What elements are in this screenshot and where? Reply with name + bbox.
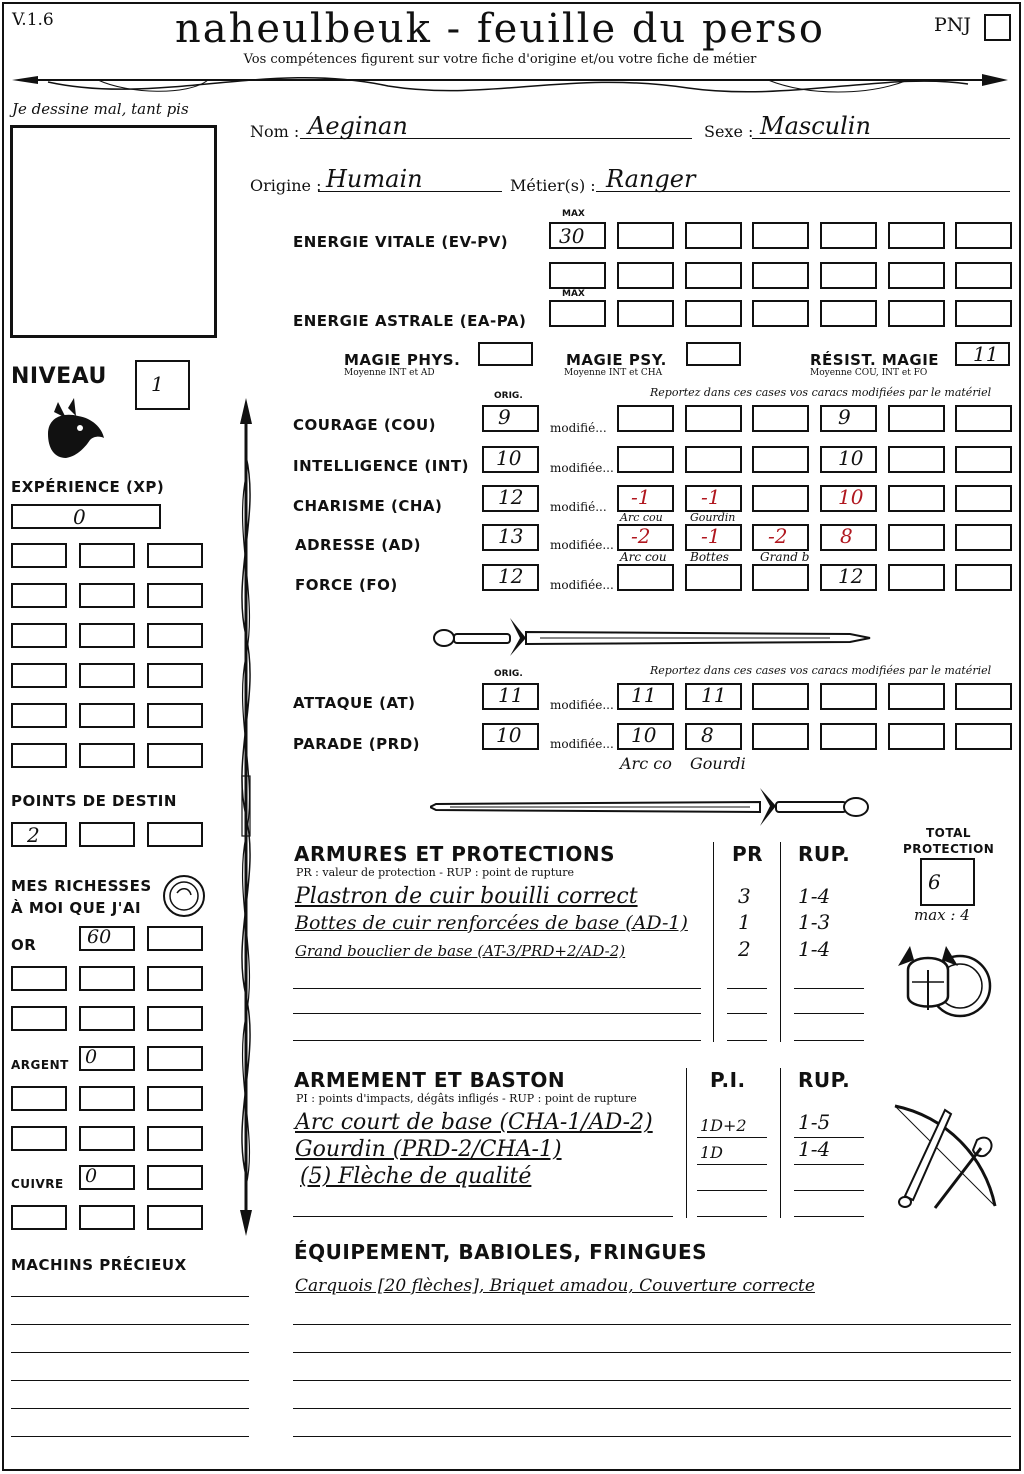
force-extra-1[interactable]: [888, 564, 945, 591]
or-box-4[interactable]: [79, 966, 135, 991]
armor-rup-header: RUP.: [798, 842, 851, 866]
charisme-mod-3[interactable]: [752, 485, 809, 512]
ev-box-3[interactable]: [685, 222, 742, 249]
charisme-label: CHARISME (CHA): [293, 497, 443, 515]
cuivre-box-4[interactable]: [79, 1205, 135, 1230]
ea-box-7[interactable]: [955, 300, 1012, 327]
intelligence-label: INTELLIGENCE (INT): [293, 457, 469, 475]
argent-box-6[interactable]: [11, 1126, 67, 1151]
stats-report-note: Reportez dans ces cases vos caracs modifiées par le matériel: [650, 386, 992, 399]
adresse-orig-value: 13: [498, 524, 524, 548]
ev-box-9[interactable]: [617, 262, 674, 289]
courage-label: COURAGE (COU): [293, 416, 437, 434]
force-mod-label: modifiée...: [550, 578, 614, 592]
intelligence-mod-label: modifiée...: [550, 461, 614, 475]
armor-line-4-pr: [727, 988, 767, 989]
attaque-label: ATTAQUE (AT): [293, 694, 416, 712]
argent-box-7[interactable]: [79, 1126, 135, 1151]
xp-grid-14[interactable]: [79, 703, 135, 728]
xp-box[interactable]: [11, 504, 161, 529]
adresse-label: ADRESSE (AD): [295, 536, 422, 554]
xp-value: 0: [73, 505, 86, 529]
or-label: OR: [11, 936, 37, 954]
weapon-item-1-name[interactable]: Arc court de base (CHA-1/AD-2): [295, 1110, 653, 1135]
courage-mod-3[interactable]: [752, 405, 809, 432]
portrait-frame[interactable]: [10, 125, 217, 338]
or-box-7[interactable]: [79, 1006, 135, 1031]
sexe-line: [752, 138, 1010, 139]
cuivre-box-2[interactable]: [147, 1165, 203, 1190]
weapons-col-sep-1: [686, 1068, 687, 1218]
force-mod-1[interactable]: [617, 564, 674, 591]
destin-value: 2: [27, 823, 40, 847]
armor-item-1-name[interactable]: Plastron de cuir bouilli correct: [295, 884, 638, 909]
xp-grid-6[interactable]: [147, 583, 203, 608]
parade-mod-1-value: 10: [631, 723, 657, 747]
argent-label: ARGENT: [11, 1058, 69, 1072]
magie-phys-label: MAGIE PHYS.: [344, 351, 461, 369]
attaque-mod-2[interactable]: [685, 683, 742, 710]
or-box-3[interactable]: [11, 966, 67, 991]
force-extra-2[interactable]: [955, 564, 1012, 591]
nom-line: [300, 138, 692, 139]
intelligence-extra-1[interactable]: [888, 446, 945, 473]
force-final-value: 12: [838, 564, 864, 588]
niveau-value: 1: [151, 372, 164, 396]
ea-box-1[interactable]: [549, 300, 606, 327]
xp-grid-17[interactable]: [79, 743, 135, 768]
sexe-label: Sexe :: [704, 122, 754, 141]
combat-note-1: Arc co: [620, 754, 672, 773]
xp-grid-10[interactable]: [11, 663, 67, 688]
adresse-mod-2[interactable]: [685, 524, 742, 551]
armor-line-4: [293, 988, 701, 989]
weapons-pi-header: P.I.: [710, 1068, 746, 1092]
adresse-mod-3[interactable]: [752, 524, 809, 551]
ev-box-8[interactable]: [549, 262, 606, 289]
attaque-mod-6[interactable]: [955, 683, 1012, 710]
attaque-orig-value: 11: [498, 683, 524, 707]
parade-mod-2-value: 8: [701, 723, 714, 747]
machins-line-5: [11, 1408, 249, 1409]
adresse-extra-1[interactable]: [888, 524, 945, 551]
charisme-orig-box[interactable]: [482, 485, 539, 512]
ev-box-5[interactable]: [820, 222, 877, 249]
xp-grid-3[interactable]: [147, 543, 203, 568]
attaque-mod-5[interactable]: [888, 683, 945, 710]
xp-grid-2[interactable]: [79, 543, 135, 568]
weapon-line-3-rup: [794, 1190, 864, 1191]
intelligence-orig-value: 10: [496, 446, 522, 470]
weapon-line-2-pi: [697, 1164, 767, 1165]
machins-line-2: [11, 1324, 249, 1325]
ev-box-13[interactable]: [888, 262, 945, 289]
xp-grid-8[interactable]: [79, 623, 135, 648]
armor-line-6-pr: [727, 1040, 767, 1041]
equipment-line-5: [293, 1408, 1011, 1409]
ea-label: ENERGIE ASTRALE (EA-PA): [293, 312, 527, 330]
ea-box-4[interactable]: [752, 300, 809, 327]
ea-box-2[interactable]: [617, 300, 674, 327]
equipment-line-2: [293, 1324, 1011, 1325]
intelligence-mod-1[interactable]: [617, 446, 674, 473]
xp-grid-16[interactable]: [11, 743, 67, 768]
parade-orig-value: 10: [496, 723, 522, 747]
weapon-line-2-rup: [794, 1164, 864, 1165]
attaque-mod-label: modifiée...: [550, 698, 614, 712]
sheet-subtitle: Vos compétences figurent sur votre fiche d'origine et/ou votre fiche de métier: [243, 52, 757, 67]
ev-box-12[interactable]: [820, 262, 877, 289]
argent-box-5[interactable]: [147, 1086, 203, 1111]
or-box-5[interactable]: [147, 966, 203, 991]
equipment-title: ÉQUIPEMENT, BABIOLES, FRINGUES: [294, 1240, 708, 1264]
armor-legend: PR : valeur de protection - RUP : point de rupture: [296, 866, 574, 879]
vertical-spear-illustration: [226, 396, 266, 1238]
xp-grid-15[interactable]: [147, 703, 203, 728]
niveau-box[interactable]: [135, 360, 190, 410]
resist-magie-box[interactable]: [955, 342, 1010, 366]
ev-box-14[interactable]: [955, 262, 1012, 289]
charisme-mod-label: modifié...: [550, 500, 607, 514]
courage-extra-2[interactable]: [955, 405, 1012, 432]
courage-extra-1[interactable]: [888, 405, 945, 432]
xp-grid-12[interactable]: [147, 663, 203, 688]
cuivre-value: 0: [85, 1165, 98, 1187]
adresse-mod-1[interactable]: [617, 524, 674, 551]
machins-line-6: [11, 1436, 249, 1437]
weapons-legend: PI : points d'impacts, dégâts infligés - RUP : point de rupture: [296, 1092, 637, 1105]
weapon-line-4-rup: [794, 1216, 864, 1217]
total-protection-label-1: TOTAL: [926, 826, 972, 840]
total-protection-label-2: PROTECTION: [903, 842, 995, 856]
ea-box-6[interactable]: [888, 300, 945, 327]
argent-box-4[interactable]: [79, 1086, 135, 1111]
weapon-line-3-pi: [697, 1190, 767, 1191]
armor-line-6-rup: [794, 1040, 864, 1041]
adresse-orig-box[interactable]: [482, 524, 539, 551]
intelligence-orig-box[interactable]: [482, 446, 539, 473]
courage-mod-1[interactable]: [617, 405, 674, 432]
courage-final-box[interactable]: [820, 405, 877, 432]
cuivre-label: CUIVRE: [11, 1177, 64, 1191]
charisme-final-box[interactable]: [820, 485, 877, 512]
magie-phys-sub: Moyenne INT et AD: [344, 368, 435, 378]
attaque-mod-2-value: 11: [701, 683, 727, 707]
ea-max-label: MAX: [562, 289, 585, 299]
ev-box-7[interactable]: [955, 222, 1012, 249]
pnj-label: PNJ: [934, 14, 972, 36]
force-mod-3[interactable]: [752, 564, 809, 591]
armor-line-4-rup: [794, 988, 864, 989]
niveau-label: NIVEAU: [11, 364, 107, 389]
argent-box-2[interactable]: [147, 1046, 203, 1071]
resist-magie-sub: Moyenne COU, INT et FO: [810, 368, 928, 378]
destin-box-2[interactable]: [79, 822, 135, 847]
destin-label: POINTS DE DESTIN: [11, 792, 177, 810]
pnj-checkbox[interactable]: [984, 14, 1011, 41]
weapon-item-3-name[interactable]: (5) Flèche de qualité: [300, 1164, 532, 1189]
force-label: FORCE (FO): [295, 576, 398, 594]
xp-grid-11[interactable]: [79, 663, 135, 688]
armor-col-sep-2: [780, 842, 781, 1042]
dragon-head-icon: [40, 394, 110, 464]
parade-mod-3[interactable]: [752, 723, 809, 750]
weapon-item-2-name[interactable]: Gourdin (PRD-2/CHA-1): [295, 1137, 562, 1162]
weapon-item-1-pi[interactable]: 1D+2: [700, 1116, 747, 1135]
ev-box-1[interactable]: [549, 222, 606, 249]
parade-mod-2[interactable]: [685, 723, 742, 750]
armor-item-3-pr[interactable]: 2: [738, 937, 751, 961]
parade-mod-1[interactable]: [617, 723, 674, 750]
courage-mod-label: modifié...: [550, 421, 607, 435]
armor-item-1-pr[interactable]: 3: [738, 884, 751, 908]
adresse-mod-3-value: -2: [768, 524, 788, 548]
attaque-mod-1[interactable]: [617, 683, 674, 710]
machins-line-3: [11, 1352, 249, 1353]
resist-magie-value: 11: [973, 342, 999, 366]
armor-item-3-rup[interactable]: 1-4: [798, 937, 831, 961]
xp-grid-5[interactable]: [79, 583, 135, 608]
origine-value[interactable]: Humain: [326, 165, 423, 193]
charisme-note-1: Arc cou: [620, 511, 663, 524]
equipment-line-6: [293, 1436, 1011, 1437]
ev-box-2[interactable]: [617, 222, 674, 249]
courage-orig-value: 9: [498, 405, 511, 429]
sexe-value[interactable]: Masculin: [760, 112, 871, 140]
cuivre-box-1[interactable]: [79, 1165, 135, 1190]
xp-grid-4[interactable]: [11, 583, 67, 608]
sword-divider-1: [430, 610, 880, 660]
attaque-mod-1-value: 11: [631, 683, 657, 707]
armor-line-5-rup: [794, 1013, 864, 1014]
ev-label: ENERGIE VITALE (EV-PV): [293, 233, 509, 251]
argent-value: 0: [85, 1046, 98, 1068]
nom-label: Nom :: [250, 122, 300, 141]
ev-box-10[interactable]: [685, 262, 742, 289]
parade-mod-5[interactable]: [888, 723, 945, 750]
cuivre-box-3[interactable]: [11, 1205, 67, 1230]
xp-grid-9[interactable]: [147, 623, 203, 648]
coin-icon: [161, 873, 207, 919]
charisme-mod-2-value: -1: [701, 485, 721, 509]
origine-line: [318, 191, 502, 192]
or-box-6[interactable]: [11, 1006, 67, 1031]
combat-orig-label: ORIG.: [494, 669, 523, 679]
weapons-rup-header: RUP.: [798, 1068, 851, 1092]
xp-grid-13[interactable]: [11, 703, 67, 728]
metier-value[interactable]: Ranger: [606, 165, 696, 193]
parade-label: PARADE (PRD): [293, 735, 421, 753]
magie-phys-box[interactable]: [478, 342, 533, 366]
or-box-2[interactable]: [147, 926, 203, 951]
magie-psy-label: MAGIE PSY.: [566, 351, 667, 369]
weapons-title: ARMEMENT ET BASTON: [294, 1068, 566, 1092]
ea-box-3[interactable]: [685, 300, 742, 327]
charisme-mod-1[interactable]: [617, 485, 674, 512]
ev-box-6[interactable]: [888, 222, 945, 249]
charisme-mod-2[interactable]: [685, 485, 742, 512]
stats-orig-label: ORIG.: [494, 391, 523, 401]
adresse-note-1: Arc cou: [620, 550, 667, 564]
force-final-box[interactable]: [820, 564, 877, 591]
or-value: 60: [87, 926, 112, 948]
xp-label: EXPÉRIENCE (XP): [11, 478, 165, 496]
equipment-line-3: [293, 1352, 1011, 1353]
charisme-mod-1-value: -1: [631, 485, 651, 509]
charisme-extra-2[interactable]: [955, 485, 1012, 512]
adresse-final-box[interactable]: [820, 524, 877, 551]
weapons-col-sep-2: [780, 1068, 781, 1218]
adresse-note-2: Bottes: [690, 550, 729, 564]
cuivre-box-5[interactable]: [147, 1205, 203, 1230]
adresse-note-3: Grand b: [760, 550, 810, 564]
total-protection-box[interactable]: [920, 858, 975, 906]
argent-box-8[interactable]: [147, 1126, 203, 1151]
intelligence-final-value: 10: [838, 446, 864, 470]
force-orig-box[interactable]: [482, 564, 539, 591]
weapon-item-2-pi[interactable]: 1D: [700, 1143, 724, 1162]
armor-item-2-rup[interactable]: 1-3: [798, 910, 831, 934]
combat-note-2: Gourdi: [690, 754, 746, 773]
or-box-8[interactable]: [147, 1006, 203, 1031]
force-orig-value: 12: [498, 564, 524, 588]
adresse-mod-label: modifiée...: [550, 538, 614, 552]
armor-item-2-name[interactable]: Bottes de cuir renforcées de base (AD-1): [295, 912, 688, 934]
courage-mod-2[interactable]: [685, 405, 742, 432]
charisme-note-2: Gourdin: [690, 511, 736, 524]
equipment-line-1-text[interactable]: Carquois [20 flèches], Briquet amadou, Couverture correcte: [295, 1276, 815, 1296]
version-label: V.1.6: [12, 10, 54, 30]
portrait-caption: Je dessine mal, tant pis: [12, 100, 189, 118]
spear-divider-top: [8, 66, 1012, 102]
bow-and-weapons-illustration: [885, 1096, 1005, 1216]
equipment-line-4: [293, 1380, 1011, 1381]
machins-label: MACHINS PRÉCIEUX: [11, 1256, 187, 1274]
metier-line: [596, 191, 1010, 192]
intelligence-mod-2[interactable]: [685, 446, 742, 473]
armor-pr-header: PR: [732, 842, 764, 866]
weapon-line-1-pi: [697, 1137, 767, 1138]
charisme-extra-1[interactable]: [888, 485, 945, 512]
ea-box-5[interactable]: [820, 300, 877, 327]
adresse-extra-2[interactable]: [955, 524, 1012, 551]
intelligence-final-box[interactable]: [820, 446, 877, 473]
argent-box-1[interactable]: [79, 1046, 135, 1071]
destin-box-3[interactable]: [147, 822, 203, 847]
intelligence-extra-2[interactable]: [955, 446, 1012, 473]
armor-item-1-rup[interactable]: 1-4: [798, 884, 831, 908]
magie-psy-sub: Moyenne INT et CHA: [564, 368, 663, 378]
armor-line-5: [293, 1013, 701, 1014]
attaque-orig-box[interactable]: [482, 683, 539, 710]
metier-label: Métier(s) :: [510, 176, 596, 195]
argent-box-3[interactable]: [11, 1086, 67, 1111]
courage-final-value: 9: [838, 405, 851, 429]
or-box-1[interactable]: [79, 926, 135, 951]
weapon-line-4: [293, 1216, 673, 1217]
xp-grid-18[interactable]: [147, 743, 203, 768]
adresse-mod-2-value: -1: [701, 524, 721, 548]
ev-max-label: MAX: [562, 209, 585, 219]
total-protection-max: max : 4: [914, 906, 970, 924]
armor-item-3-name[interactable]: Grand bouclier de base (AT-3/PRD+2/AD-2): [295, 942, 626, 960]
parade-mod-4[interactable]: [820, 723, 877, 750]
charisme-orig-value: 12: [498, 485, 524, 509]
attaque-mod-3[interactable]: [752, 683, 809, 710]
armor-line-5-pr: [727, 1013, 767, 1014]
xp-grid-7[interactable]: [11, 623, 67, 648]
adresse-mod-1-value: -2: [631, 524, 651, 548]
xp-grid-1[interactable]: [11, 543, 67, 568]
armor-line-6: [293, 1040, 701, 1041]
armor-col-sep-1: [713, 842, 714, 1042]
courage-orig-box[interactable]: [482, 405, 539, 432]
charisme-final-value: 10: [838, 485, 864, 509]
sheet-title: naheulbeuk - feuille du perso: [175, 6, 825, 52]
ev-value: 30: [559, 224, 585, 248]
ev-box-11[interactable]: [752, 262, 809, 289]
force-mod-2[interactable]: [685, 564, 742, 591]
parade-mod-6[interactable]: [955, 723, 1012, 750]
weapon-item-1-rup[interactable]: 1-5: [798, 1110, 831, 1134]
ev-box-4[interactable]: [752, 222, 809, 249]
attaque-mod-4[interactable]: [820, 683, 877, 710]
intelligence-mod-3[interactable]: [752, 446, 809, 473]
armor-title: ARMURES ET PROTECTIONS: [294, 842, 615, 866]
total-protection-value: 6: [928, 870, 941, 894]
parade-orig-box[interactable]: [482, 723, 539, 750]
machins-line-1: [11, 1296, 249, 1297]
parade-mod-label: modifiée...: [550, 737, 614, 751]
combat-report-note: Reportez dans ces cases vos caracs modifiées par le matériel: [650, 664, 992, 677]
nom-value[interactable]: Aeginan: [308, 112, 408, 140]
armor-item-2-pr[interactable]: 1: [738, 910, 751, 934]
magie-psy-box[interactable]: [686, 342, 741, 366]
destin-box-1[interactable]: [11, 822, 67, 847]
adresse-final-value: 8: [840, 524, 853, 548]
resist-magie-label: RÉSIST. MAGIE: [810, 351, 940, 369]
sword-divider-2: [430, 782, 880, 830]
weapon-item-2-rup[interactable]: 1-4: [798, 1137, 831, 1161]
richesses-label-2: À MOI QUE J'AI: [11, 899, 142, 917]
machins-line-4: [11, 1380, 249, 1381]
helmet-shield-illustration: [888, 926, 998, 1036]
weapon-line-4-pi: [697, 1216, 767, 1217]
origine-label: Origine :: [250, 176, 322, 195]
richesses-label-1: MES RICHESSES: [11, 877, 152, 895]
